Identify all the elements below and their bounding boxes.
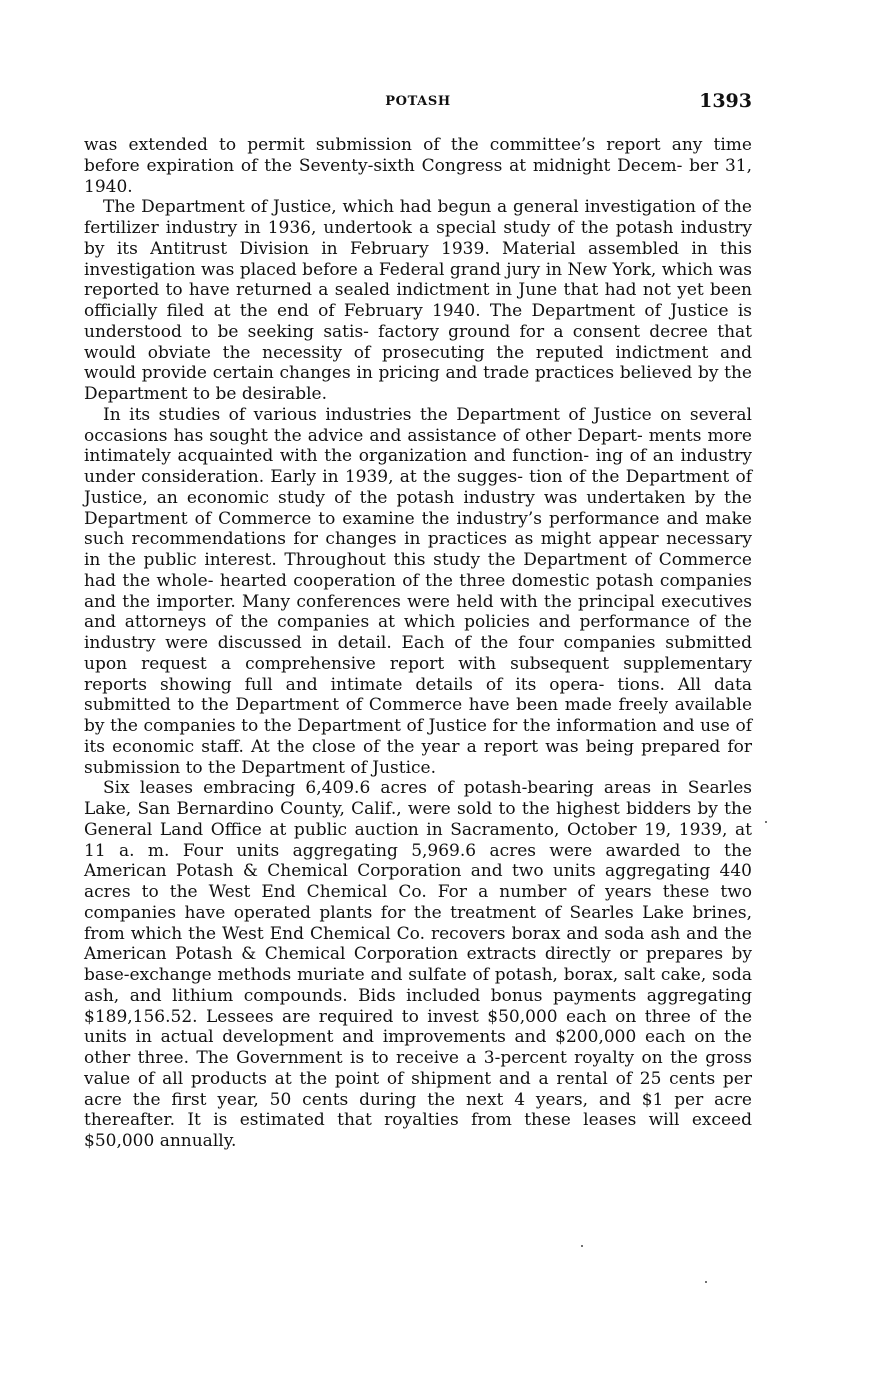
print-speck xyxy=(705,1281,707,1283)
running-head xyxy=(84,90,752,116)
paragraph-economic-study: In its studies of various industries the Department of Justice on several occasions has sought the advice and assistance of other Depart- ments more intimately acquainted with the organization and function- ing of an industry under consideration. Early in 1939, at the sugges- tion of the Department of Justice, an economic study of the potash industry was undertaken by the Department of Commerce to examine the industry’s performance and make such recommendations for changes in practices as might appear necessary in the public interest. Throughout this study the Department of Commerce had the whole- hearted cooperation of the three domestic potash companies and the importer. Many conferences were held with the principal executives and attorneys of the companies at which policies and performance of the industry were discussed in detail. Each of the four companies submitted upon request a comprehensive report with subsequent supplementary reports showing full and intimate details of its opera- tions. All data submitted to the Department of Commerce have been made freely available by the companies to the Department of Justice for the information and use of its economic staff. At the close of the year a report was being prepared for submission to the Department of Justice. xyxy=(84,404,752,778)
print-speck xyxy=(765,821,767,823)
paragraph-searles-lake-leases: Six leases embracing 6,409.6 acres of potash-bearing areas in Searles Lake, San Bernardino County, Calif., were sold to the highest bidders by the General Land Office at public auction in Sacramento, October 19, 1939, at 11 a. m. Four units aggregating 5,969.6 acres were awarded to the American Potash & Chemical Corporation and two units aggregating 440 acres to the West End Chemical Co. For a number of years these two companies have operated plants for the treatment of Searles Lake brines, from which the West End Chemical Co. recovers borax and soda ash and the American Potash & Chemical Corporation extracts directly or prepares by base-exchange methods muriate and sulfate of potash, borax, salt cake, soda ash, and lithium compounds. Bids included bonus payments aggregating $189,156.52. Lessees are required to invest $50,000 each on three of the units in actual development and improvements and $200,000 each on the other three. The Government is to receive a 3-percent royalty on the gross value of all products at the point of shipment and a rental of 25 cents per acre the first year, 50 cents during the next 4 years, and $1 per acre thereafter. It is estimated that royalties from these leases will exceed $50,000 annually. xyxy=(84,778,752,1151)
running-title: POTASH xyxy=(385,94,451,109)
body-text xyxy=(84,135,752,1152)
print-speck xyxy=(581,1245,583,1247)
paragraph-continued: was extended to permit submission of the committee’s report any time before expiration of the Seventy-sixth Congress at midnight Decem- ber 31, 1940. xyxy=(84,135,752,197)
paragraph-department-of-justice: The Department of Justice, which had begun a general investigation of the fertilizer industry in 1936, undertook a special study of the potash industry by its Antitrust Division in February 1939. Material assembled in this investigation was placed before a Federal grand jury in New York, which was reported to have returned a sealed indictment in June that had not yet been officially filed at the end of February 1940. The Department of Justice is understood to be seeking satis- factory ground for a consent decree that would obviate the necessity of prosecuting the reputed indictment and would provide certain changes in pricing and trade practices believed by the Department to be desirable. xyxy=(84,197,752,404)
page-number: 1393 xyxy=(699,90,752,112)
